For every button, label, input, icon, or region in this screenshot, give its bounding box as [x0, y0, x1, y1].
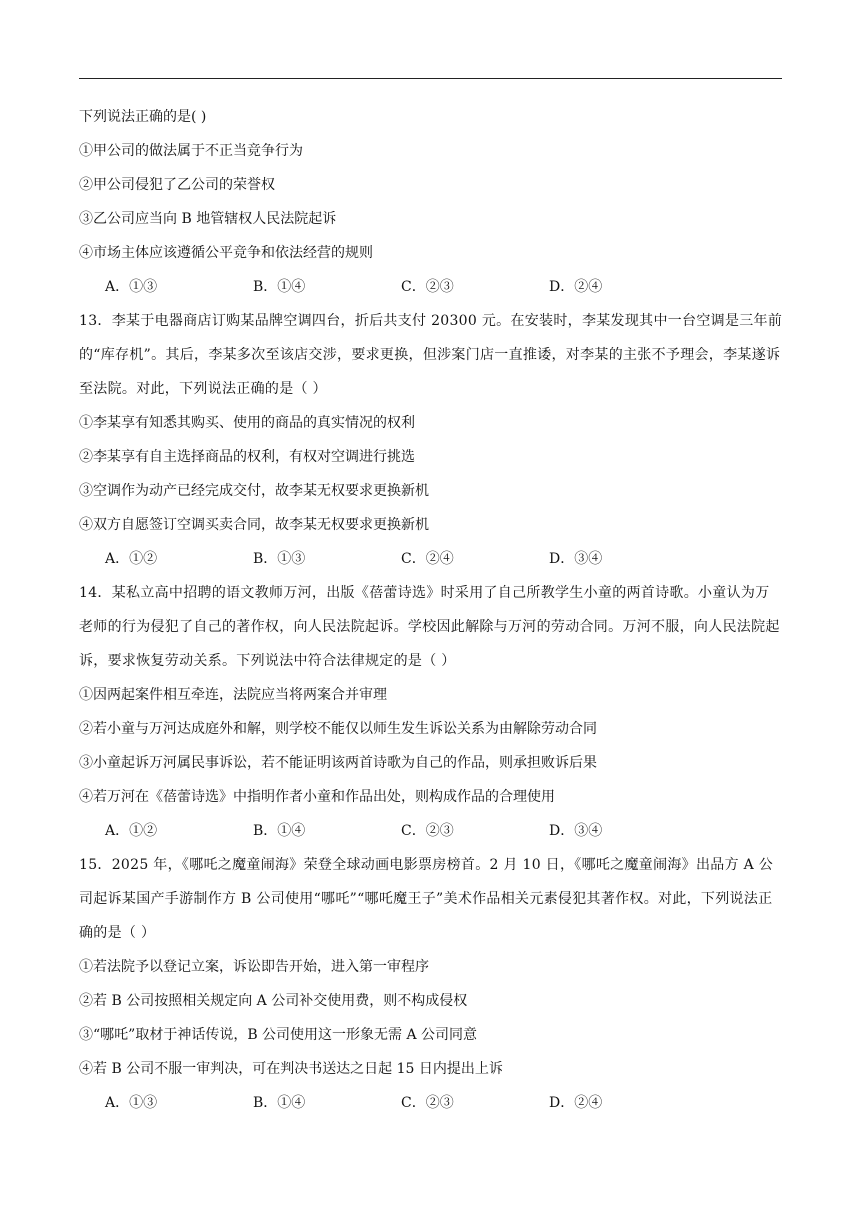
document-body — [79, 107, 783, 1113]
question-15-stem: 15．2025 年，《哪吒之魔童闹海》荣登全球动画电影票房榜首。2 月 10 日，《哪吒之魔童闹海》出品方 A 公司起诉某国产手游制作方 B 公司使用“哪吒”“哪吒魔王子”美术作品相关元素侵犯其著作权。对此，下列说法正确的是（ ） — [79, 857, 774, 941]
statement: ④市场主体应该遵循公平竞争和依法经营的规则 — [79, 245, 373, 261]
answer-options — [79, 1093, 783, 1113]
statement: ③小童起诉万河属民事诉讼，若不能证明该两首诗歌为自己的作品，则承担败诉后果 — [79, 755, 597, 771]
option-c: C．②③ — [401, 1095, 454, 1111]
option-a: A．①③ — [105, 1095, 158, 1111]
option-d: D．③④ — [549, 823, 603, 839]
option-b: B．①④ — [253, 279, 306, 295]
statement: ③空调作为动产已经完成交付，故李某无权要求更换新机 — [79, 483, 429, 499]
statement: ④双方自愿签订空调买卖合同，故李某无权要求更换新机 — [79, 517, 429, 533]
statement: ②若小童与万河达成庭外和解，则学校不能仅以师生发生诉讼关系为由解除劳动合同 — [79, 721, 597, 737]
statement: ④若万河在《蓓蕾诗选》中指明作者小童和作品出处，则构成作品的合理使用 — [79, 789, 555, 805]
option-b: B．①③ — [253, 551, 306, 567]
header-rule — [79, 78, 782, 79]
option-a: A．①② — [105, 823, 158, 839]
question-14-stem: 14．某私立高中招聘的语文教师万河，出版《蓓蕾诗选》时采用了自己所教学生小童的两首诗歌。小童认为万老师的行为侵犯了自己的著作权，向人民法院起诉。学校因此解除与万河的劳动合同。万河不服，向人民法院起诉，要求恢复劳动关系。下列说法中符合法律规定的是（ ） — [79, 585, 780, 669]
statement: ①李某享有知悉其购买、使用的商品的真实情况的权利 — [79, 415, 415, 431]
answer-options — [79, 821, 783, 841]
statement: ③“哪吒”取材于神话传说，B 公司使用这一形象无需 A 公司同意 — [79, 1027, 478, 1043]
statement: ①若法院予以登记立案，诉讼即告开始，进入第一审程序 — [79, 959, 429, 975]
answer-options — [79, 277, 783, 297]
option-b: B．①④ — [253, 1095, 306, 1111]
statement: ①甲公司的做法属于不正当竞争行为 — [79, 143, 303, 159]
option-c: C．②④ — [401, 551, 454, 567]
statement: ②李某享有自主选择商品的权利，有权对空调进行挑选 — [79, 449, 415, 465]
statement: ④若 B 公司不服一审判决，可在判决书送达之日起 15 日内提出上诉 — [79, 1061, 503, 1077]
option-a: A．①③ — [105, 279, 158, 295]
question-13-stem: 13．李某于电器商店订购某品牌空调四台，折后共支付 20300 元。在安装时，李某发现其中一台空调是三年前的“库存机”。其后，李某多次至该店交涉，要求更换，但涉案门店一直推诿，对李某的主张不予理会，李某遂诉至法院。对此，下列说法正确的是（ ） — [79, 313, 783, 397]
answer-options — [79, 549, 783, 569]
option-c: C．②③ — [401, 823, 454, 839]
statement: ①因两起案件相互牵连，法院应当将两案合并审理 — [79, 687, 387, 703]
option-d: D．②④ — [549, 1095, 603, 1111]
statement: ②甲公司侵犯了乙公司的荣誉权 — [79, 177, 275, 193]
option-a: A．①② — [105, 551, 158, 567]
statement: ②若 B 公司按照相关规定向 A 公司补交使用费，则不构成侵权 — [79, 993, 468, 1009]
option-d: D．②④ — [549, 279, 603, 295]
question-intro: 下列说法正确的是( ) — [79, 109, 207, 125]
option-b: B．①④ — [253, 823, 306, 839]
statement: ③乙公司应当向 B 地管辖权人民法院起诉 — [79, 211, 337, 227]
option-d: D．③④ — [549, 551, 603, 567]
option-c: C．②③ — [401, 279, 454, 295]
